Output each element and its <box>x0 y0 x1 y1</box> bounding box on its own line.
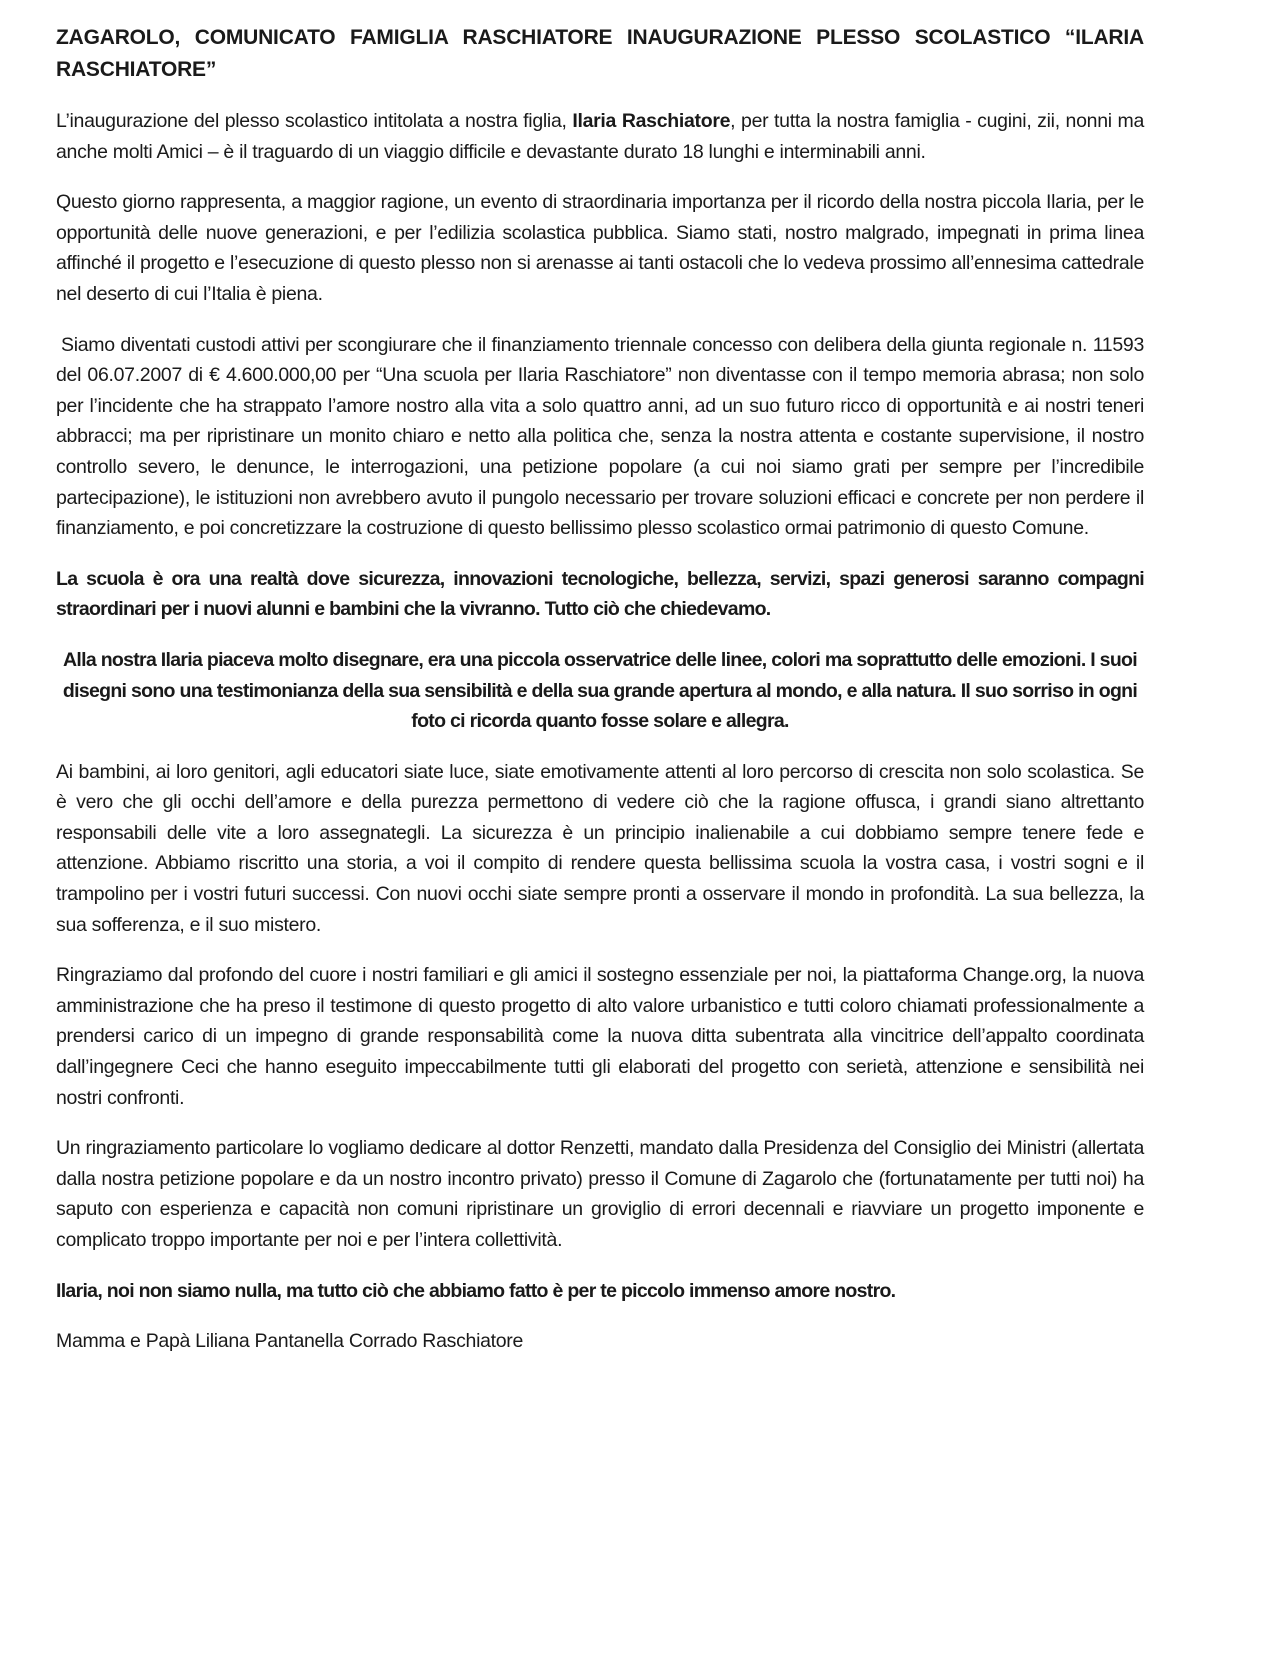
document-title: ZAGAROLO, COMUNICATO FAMIGLIA RASCHIATORE INAUGURAZIONE PLESSO SCOLASTICO “ILARIA RASCHIATORE” <box>56 26 1144 81</box>
paragraph-children-message: Ai bambini, ai loro genitori, agli educatori siate luce, siate emotivamente attenti al loro percorso di crescita non solo scolastica. Se è vero che gli occhi dell’amore e della purezza permettono di vedere ciò che la ragione offusca, i grandi siano altrettanto responsabili delle vite a loro assegnategli. La sicurezza è un principio inalienabile a cui dobbiamo sempre tenere fede e attenzione. Abbiamo riscritto una storia, a voi il compito di rendere questa bellissima scuola la vostra casa, i vostri sogni e il trampolino per i vostri futuri successi. Con nuovi occhi siate sempre pronti a osservare il mondo in profondità. La sua bellezza, la sua sofferenza, e il suo mistero. <box>56 760 1144 936</box>
intro-rest: , per tutta la nostra famiglia - cugini, zii, nonni ma anche molti Amici – è il traguardo di un viaggio difficile e devastante durato 18 lunghi e interminabili anni. <box>56 110 1144 163</box>
intro-text: L’inaugurazione del plesso scolastico intitolata a nostra figlia, <box>56 110 573 132</box>
paragraph-funding: Siamo diventati custodi attivi per scongiurare che il finanziamento triennale concesso con delibera della giunta regionale n. 11593 del 06.07.2007 di € 4.600.000,00 per “Una scuola per Ilaria Raschiatore” non diventasse con il tempo memoria abrasa; non solo per l’incidente che ha strappato l’amore nostro alla vita a solo quattro anni, ad un suo futuro ricco di opportunità e ai nostri teneri abbracci; ma per ripristinare un monito chiaro e netto alla politica che, senza la nostra attenta e costante supervisione, il nostro controllo severo, le denunce, le interrogazioni, una petizione popolare (a cui noi siamo grati per sempre per l’incredibile partecipazione), le istituzioni non avrebbero avuto il pungolo necessario per trovare soluzioni efficaci e concrete per non perdere il finanziamento, e poi concretizzare la costruzione di questo bellissimo plesso scolastico ormai patrimonio di questo Comune. <box>56 333 1144 540</box>
paragraph-significance: Questo giorno rappresenta, a maggior ragione, un evento di straordinaria importanza per il ricordo della nostra piccola Ilaria, per le opportunità delle nuove generazioni, e per l’edilizia scolastica pubblica. Siamo stati, nostro malgrado, impegnati in prima linea affinché il progetto e l’esecuzione di questo plesso non si arenasse ai tanti ostacoli che lo vedeva prossimo all’ennesima cattedrale nel deserto di cui l’Italia è piena. <box>56 191 1144 305</box>
document-page <box>56 22 1144 1377</box>
paragraph-school-reality: La scuola è ora una realtà dove sicurezza, innovazioni tecnologiche, bellezza, servizi, spazi generosi saranno compagni straordinari per i nuovi alunni e bambini che la vivranno. Tutto ciò che chiedevamo. <box>56 567 1144 621</box>
paragraph-special-thanks: Un ringraziamento particolare lo vogliamo dedicare al dottor Renzetti, mandato dalla Presidenza del Consiglio dei Ministri (allertata dalla nostra petizione popolare e da un nostro incontro privato) presso il Comune di Zagarolo che (fortunatamente per tutti noi) ha saputo con esperienza e capacità non comuni ripristinare un groviglio di errori decennali e riavviare un progetto imponente e complicato troppo importante per noi e per l’intera collettività. <box>56 1137 1144 1251</box>
signature: Mamma e Papà Liliana Pantanella Corrado Raschiatore <box>56 1330 524 1353</box>
paragraph-intro <box>56 106 1144 167</box>
paragraph-thanks: Ringraziamo dal profondo del cuore i nostri familiari e gli amici il sostegno essenziale per noi, la piattaforma Change.org, la nuova amministrazione che ha preso il testimone di questo progetto di alto valore urbanistico e tutti coloro chiamati professionalmente a prendersi carico di un impegno di grande responsabilità come la nuova ditta subentrata alla vincitrice dell’appalto coordinata dall’ingegnere Ceci che hanno eseguito impeccabilmente tutti gli elaborati del progetto con serietà, attenzione e sensibilità nei nostri confronti. <box>56 964 1144 1109</box>
paragraph-ilaria-drawings: Alla nostra Ilaria piaceva molto disegnare, era una piccola osservatrice delle linee, colori ma soprattutto delle emozioni. I suoi disegni sono una testimonianza della sua sensibilità e della sua grande apertura al mondo, e alla natura. Il suo sorriso in ogni foto ci ricorda quanto fosse solare e allegra. <box>62 648 1138 733</box>
daughter-name: Ilaria Raschiatore <box>572 110 731 132</box>
paragraph-closing: Ilaria, noi non siamo nulla, ma tutto ciò che abbiamo fatto è per te piccolo immenso amore nostro. <box>56 1279 896 1302</box>
